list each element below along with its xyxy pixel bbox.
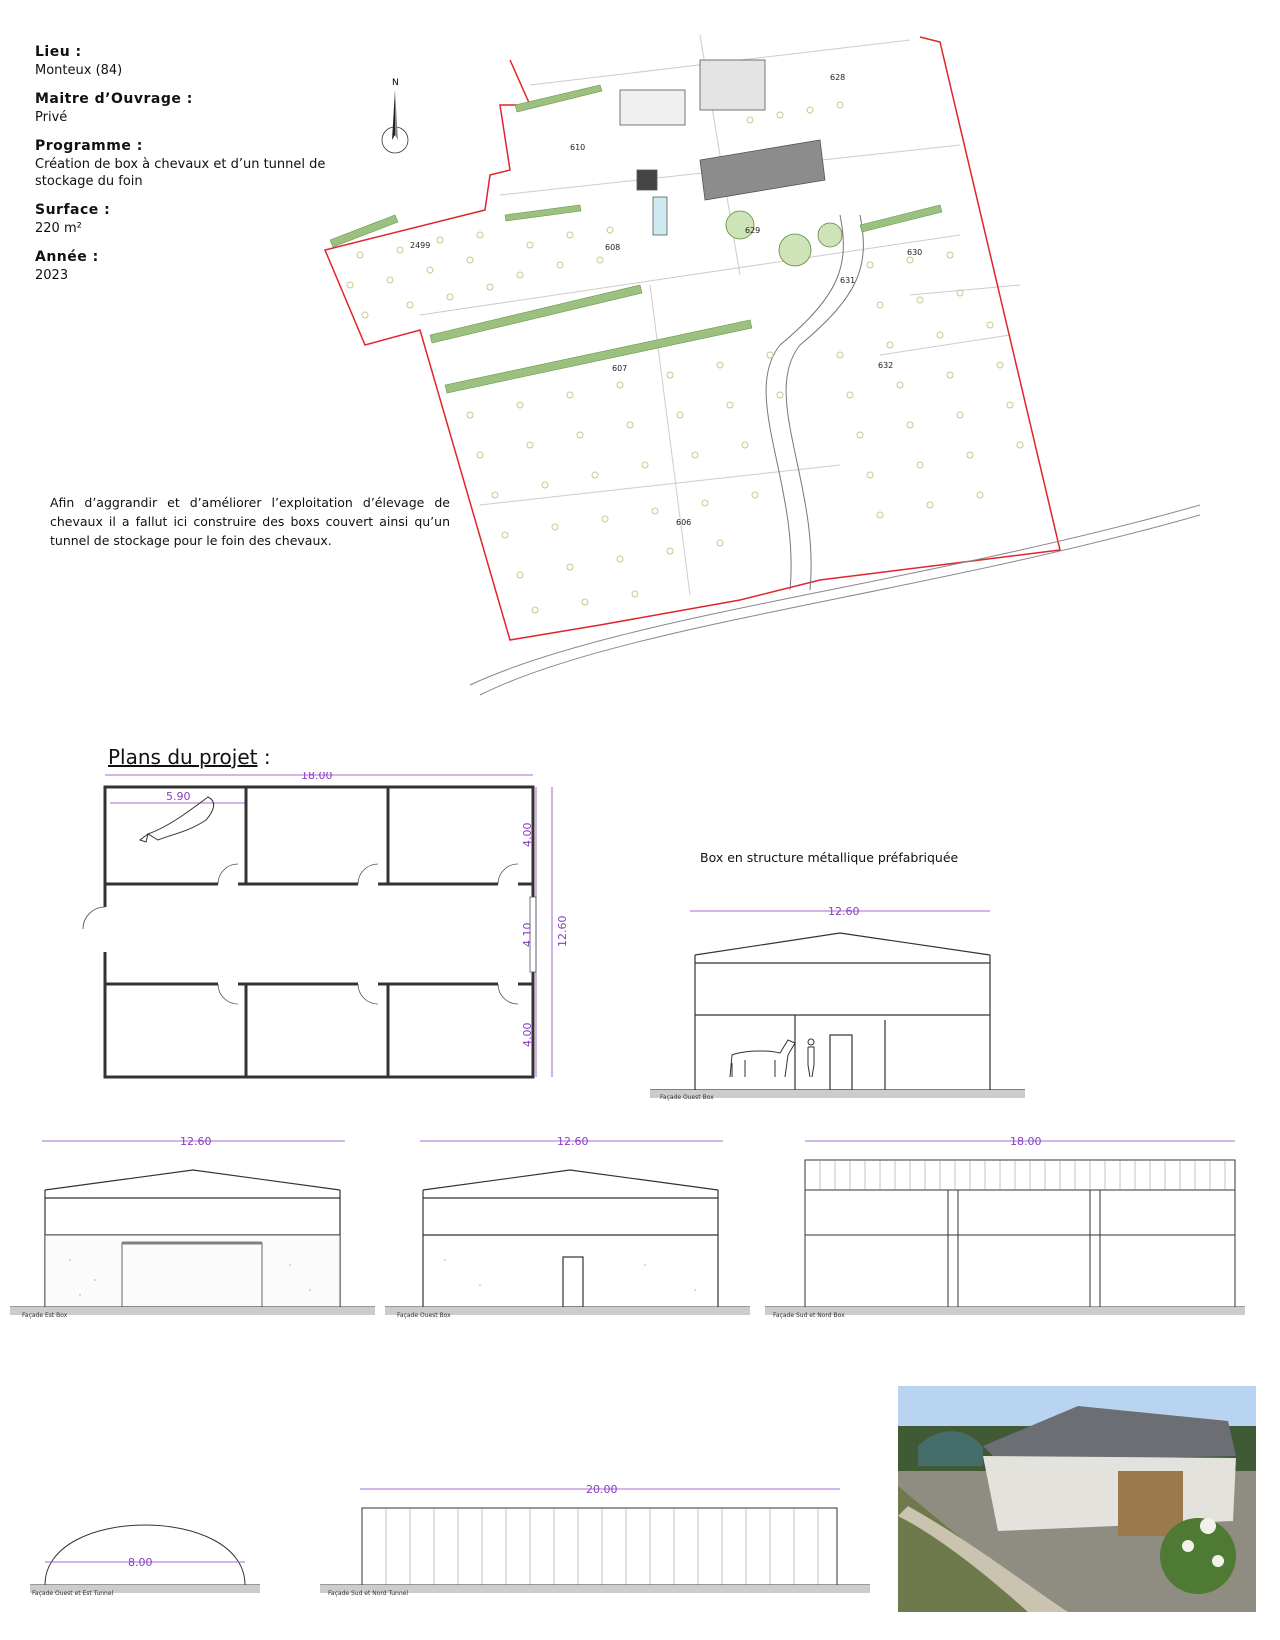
parcel-label: 608	[605, 243, 621, 252]
elevation-caption: Façade Sud et Nord Tunnel	[328, 1590, 408, 1597]
parcel-label: 2499	[410, 241, 431, 250]
elevation-caption: Façade Ouest Box	[660, 1094, 714, 1101]
parcel-label: 607	[612, 364, 628, 373]
project-info	[35, 44, 335, 284]
dim-bay-mid: 4.10	[521, 922, 534, 947]
north-arrow-icon	[382, 78, 408, 153]
plans-title: Plans du projet :	[108, 745, 271, 769]
elevation-sud-nord-box	[765, 1135, 1245, 1320]
parcel-label: 630	[907, 248, 923, 257]
elevation-caption: Façade Ouest Box	[397, 1312, 451, 1319]
elevation-tunnel-ouest-est	[30, 1465, 260, 1605]
horse-top-icon	[140, 797, 214, 842]
programme-label: Programme :	[35, 138, 143, 154]
dim-label: 12.60	[557, 1135, 589, 1148]
project-description: Afin d’aggrandir et d’améliorer l’exploitation d’élevage de chevaux il a fallut ici construire des boxs couvert ainsi qu’un tunnel de stockage pour le foin des chevaux.	[50, 495, 450, 548]
horse-icon	[730, 1040, 795, 1077]
dim-label: 18.00	[1010, 1135, 1042, 1148]
dim-label: 12.60	[180, 1135, 212, 1148]
lieu-label: Lieu :	[35, 44, 82, 60]
dim-height: 12.60	[556, 915, 569, 947]
programme-value: Création de box à chevaux et d’un tunnel de stockage du foin	[35, 157, 326, 189]
dim-label: 8.00	[128, 1556, 153, 1569]
elevation-caption: Façade Est Box	[22, 1312, 68, 1319]
maitre-ouvrage-value: Privé	[35, 110, 68, 125]
tree-grid	[347, 102, 1023, 613]
parcel-label: 606	[676, 518, 692, 527]
person-icon	[808, 1039, 814, 1077]
building-photo	[898, 1386, 1256, 1612]
elevation-caption: Façade Ouest et Est Tunnel	[32, 1590, 114, 1597]
parcel-label: 632	[878, 361, 894, 370]
site-plan	[320, 35, 1200, 705]
dim-room: 5.90	[166, 790, 191, 803]
parcel-label: 610	[570, 143, 586, 152]
dim-label: 12.60	[828, 905, 860, 918]
annee-label: Année :	[35, 249, 99, 265]
maitre-ouvrage-label: Maitre d’Ouvrage :	[35, 91, 193, 107]
dim-width: 18.00	[301, 772, 333, 782]
surface-label: Surface :	[35, 202, 111, 218]
north-label: N	[392, 78, 399, 88]
elevation-ouest-box-1	[650, 905, 1025, 1105]
elevation-est-box	[10, 1135, 375, 1320]
lieu-value: Monteux (84)	[35, 63, 123, 78]
elevation-tunnel-sud-nord	[320, 1465, 870, 1605]
parcel-label: 629	[745, 226, 761, 235]
dim-bay-top: 4.00	[521, 822, 534, 847]
elevation-ouest-box-2	[385, 1135, 750, 1320]
floor-plan	[78, 772, 578, 1102]
road	[480, 515, 1200, 695]
parcel-label: 631	[840, 276, 856, 285]
elevation-caption: Façade Sud et Nord Box	[773, 1312, 845, 1319]
annee-value: 2023	[35, 268, 69, 283]
parcel-label: 628	[830, 73, 846, 82]
dim-label: 20.00	[586, 1483, 618, 1496]
driveway	[766, 215, 843, 590]
surface-value: 220 m²	[35, 221, 82, 236]
dim-bay-bot: 4.00	[521, 1022, 534, 1047]
box-caption: Box en structure métallique préfabriquée	[700, 850, 959, 865]
